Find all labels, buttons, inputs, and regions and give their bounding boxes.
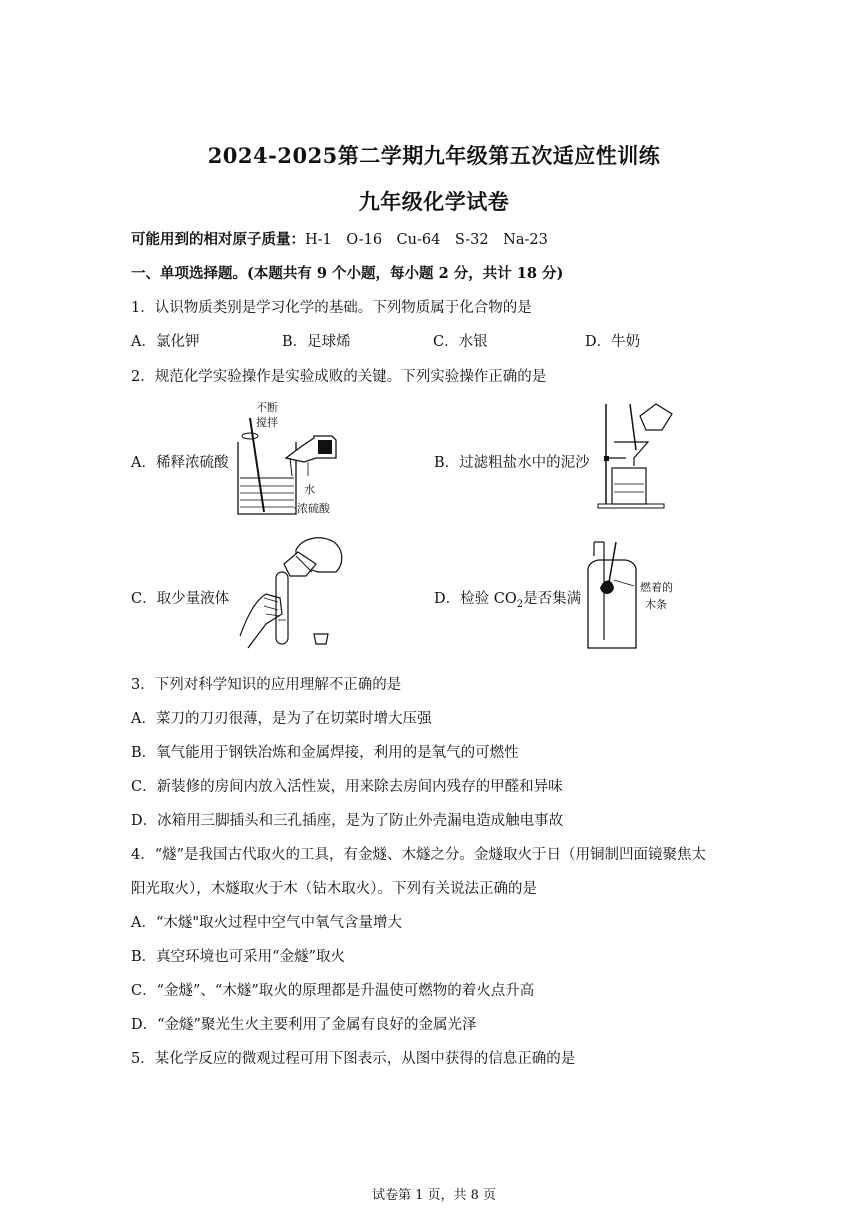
atomic-masses-values: H-1 O-16 Cu-64 S-32 Na-23: [305, 232, 548, 248]
dilute-acid-figure: [232, 396, 352, 520]
page-footer: 试卷第 1 页，共 8 页: [371, 1188, 497, 1203]
q4-stem-line-2: 阳光取火），木燧取火于木（钻木取火）。下列有关说法正确的是: [131, 881, 537, 897]
stir-note-2: 搅拌: [256, 416, 278, 429]
q4-option-d: D．“金燧”聚光生火主要利用了金属有良好的金属光泽: [131, 1017, 477, 1033]
atomic-masses: [131, 228, 548, 249]
q1-option-c: C．水银: [433, 334, 488, 350]
q3-option-c: C．新装修的房间内放入活性炭，用来除去房间内残存的甲醛和异味: [131, 779, 563, 795]
q4-option-a: A．“木燧"取火过程中空气中氧气含量增大: [131, 915, 403, 931]
atomic-masses-label: 可能用到的相对原子质量：: [131, 231, 305, 248]
water-annotation: 水: [304, 483, 315, 496]
q4-stem-line-1: 4．“燧”是我国古代取火的工具，有金燧、木燧之分。金燧取火于日（用铜制凹面镜聚焦太: [131, 847, 707, 863]
q2-option-d-label: [434, 587, 581, 610]
q4-option-b: B．真空环境也可采用“金燧”取火: [131, 949, 345, 965]
q2-option-b-label: B．过滤粗盐水中的泥沙: [434, 455, 590, 471]
burning-stick-label-2: 木条: [645, 598, 667, 611]
q2-stem: 2．规范化学实验操作是实验成败的关键。下列实验操作正确的是: [131, 369, 547, 385]
q1-option-a: A．氯化钾: [131, 334, 200, 350]
q1-option-d: D．牛奶: [585, 334, 641, 350]
q3-stem: 3．下列对科学知识的应用理解不正确的是: [131, 677, 402, 693]
stir-note-1: 不断: [256, 401, 278, 414]
q2-option-c-label: C．取少量液体: [131, 591, 230, 607]
q2-option-d-text-end: 是否集满: [523, 591, 582, 607]
q2-option-d-subscript: 2: [516, 598, 524, 610]
q4-option-c: C．“金燧”、“木燧”取火的原理都是升温使可燃物的着火点升高: [131, 983, 535, 999]
filtration-figure: [596, 402, 676, 512]
q2-option-a-label: A．稀释浓硫酸: [131, 455, 229, 471]
exam-title: 2024-2025第二学期九年级第五次适应性训练: [207, 143, 661, 168]
q2-option-d-text: D．检验 CO: [434, 591, 517, 607]
section-heading: 一、单项选择题。(本题共有 9 个小题，每小题 2 分，共计 18 分): [131, 265, 564, 282]
gas-bottle-figure: [584, 540, 644, 652]
q5-stem: 5．某化学反应的微观过程可用下图表示，从图中获得的信息正确的是: [131, 1051, 576, 1067]
q1-stem: 1．认识物质类别是学习化学的基础。下列物质属于化合物的是: [131, 300, 532, 316]
q3-option-a: A．菜刀的刀刃很薄，是为了在切菜时增大压强: [131, 711, 432, 727]
burning-stick-label-1: 燃着的: [640, 581, 673, 594]
pour-liquid-figure: [236, 528, 350, 652]
acid-annotation: 浓硫酸: [297, 502, 330, 515]
q3-option-d: D．冰箱用三脚插头和三孔插座，是为了防止外壳漏电造成触电事故: [131, 813, 564, 829]
q3-option-b: B．氧气能用于钢铁冶炼和金属焊接，利用的是氧气的可燃性: [131, 745, 519, 761]
exam-subtitle: 九年级化学试卷: [358, 189, 510, 214]
q1-option-b: B．足球烯: [282, 334, 351, 350]
